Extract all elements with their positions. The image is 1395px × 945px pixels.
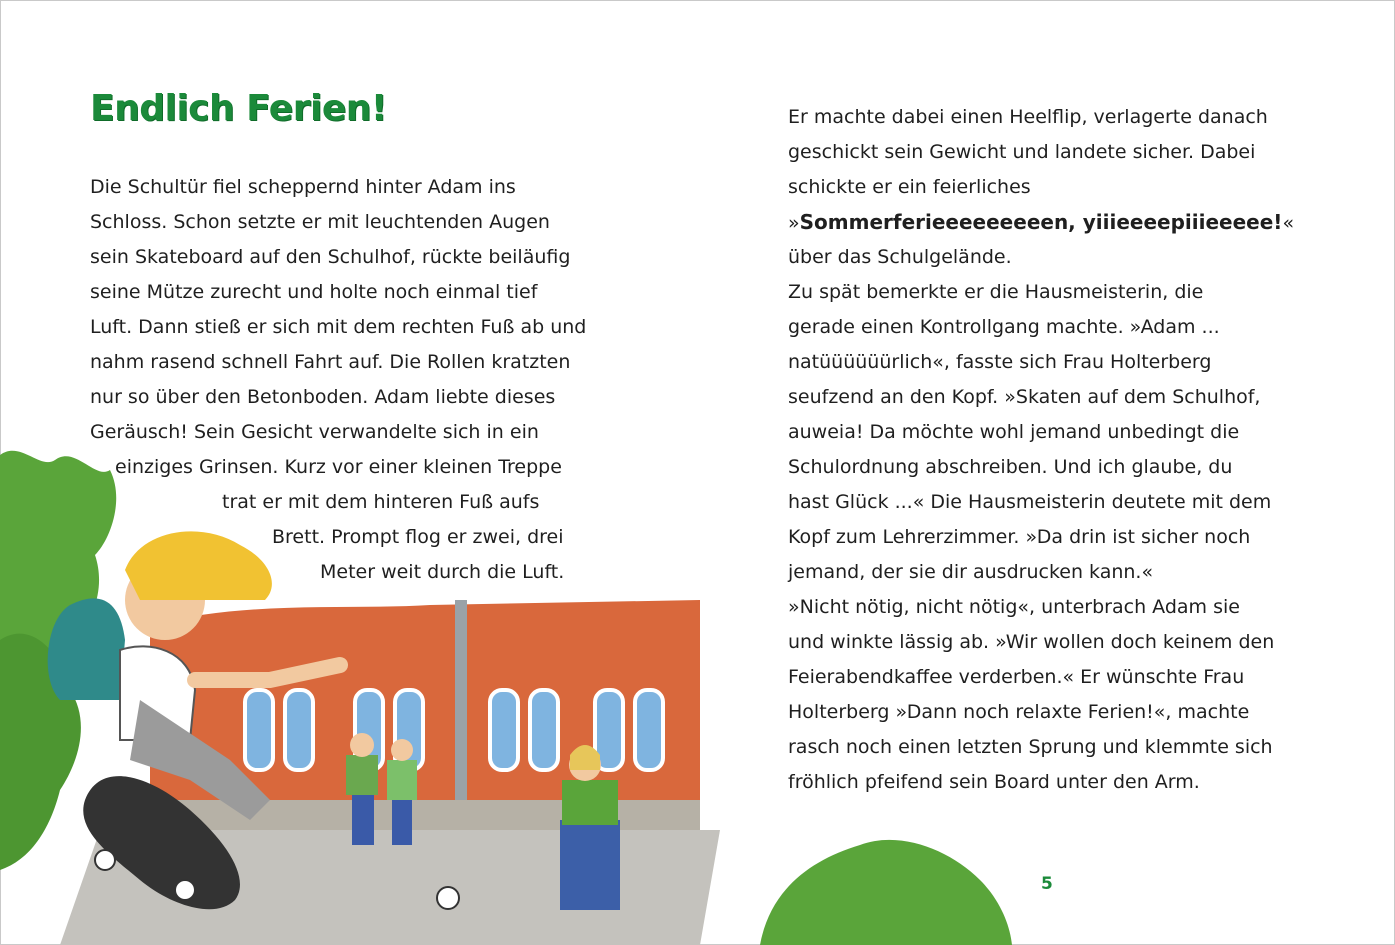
text-line: seine Mütze zurecht und holte noch einmal tief	[90, 281, 538, 303]
text-line: Zu spät bemerkte er die Hausmeisterin, die	[788, 281, 1204, 303]
text-line: hast Glück ...« Die Hausmeisterin deutete mit dem	[788, 491, 1272, 513]
text-line: Brett. Prompt flog er zwei, drei	[272, 526, 564, 548]
text-line: fröhlich pfeifend sein Board unter den Arm.	[788, 771, 1200, 793]
page-number: 5	[1041, 874, 1053, 894]
exclamation-bold: Sommerferieeeeeeeeen, yiiieeeepiiieeeee!	[799, 210, 1283, 234]
text-line: rasch noch einen letzten Sprung und klemmte sich	[788, 736, 1273, 758]
quote-open: »	[788, 212, 800, 234]
text-line: jemand, der sie dir ausdrucken kann.«	[788, 561, 1154, 583]
text-line: Geräusch! Sein Gesicht verwandelte sich in ein	[90, 421, 539, 443]
text-line: Holterberg »Dann noch relaxte Ferien!«, machte	[788, 701, 1250, 723]
text-line: Schloss. Schon setzte er mit leuchtenden Augen	[90, 211, 550, 233]
chapter-title: Endlich Ferien!	[90, 88, 387, 129]
text-line: über das Schulgelände.	[788, 246, 1012, 268]
text-line: natüüüüüürlich«, fasste sich Frau Holterberg	[788, 351, 1212, 373]
left-column-text	[90, 170, 630, 590]
text-line: gerade einen Kontrollgang machte. »Adam ...	[788, 316, 1220, 338]
text-line: trat er mit dem hinteren Fuß aufs	[222, 491, 540, 513]
text-line: nahm rasend schnell Fahrt auf. Die Rollen kratzten	[90, 351, 571, 373]
text-line: Schulordnung abschreiben. Und ich glaube, du	[788, 456, 1233, 478]
text-line: Er machte dabei einen Heelflip, verlagerte danach	[788, 106, 1268, 128]
text-line-exclamation	[788, 205, 1328, 240]
text-line: »Nicht nötig, nicht nötig«, unterbrach Adam sie	[788, 596, 1240, 618]
text-line: Kopf zum Lehrerzimmer. »Da drin ist sicher noch	[788, 526, 1251, 548]
quote-close: «	[1282, 212, 1295, 234]
text-line: sein Skateboard auf den Schulhof, rückte beiläufig	[90, 246, 571, 268]
text-line: auweia! Da möchte wohl jemand unbedingt die	[788, 421, 1240, 443]
text-line: nur so über den Betonboden. Adam liebte dieses	[90, 386, 556, 408]
bushes-right	[760, 840, 1012, 945]
text-line: Luft. Dann stieß er sich mit dem rechten Fuß ab und	[90, 316, 587, 338]
soccer-ball	[437, 887, 459, 909]
text-line: seufzend an den Kopf. »Skaten auf dem Schulhof,	[788, 386, 1261, 408]
text-line: schickte er ein feierliches	[788, 176, 1031, 198]
text-line: einziges Grinsen. Kurz vor einer kleinen Treppe	[115, 456, 562, 478]
text-line: Die Schultür fiel scheppernd hinter Adam ins	[90, 176, 516, 198]
text-line: geschickt sein Gewicht und landete sicher. Dabei	[788, 141, 1256, 163]
text-line: Meter weit durch die Luft.	[320, 561, 565, 583]
text-line: Feierabendkaffee verderben.« Er wünschte Frau	[788, 666, 1245, 688]
right-column-text	[788, 100, 1328, 800]
text-line: und winkte lässig ab. »Wir wollen doch keinem den	[788, 631, 1275, 653]
